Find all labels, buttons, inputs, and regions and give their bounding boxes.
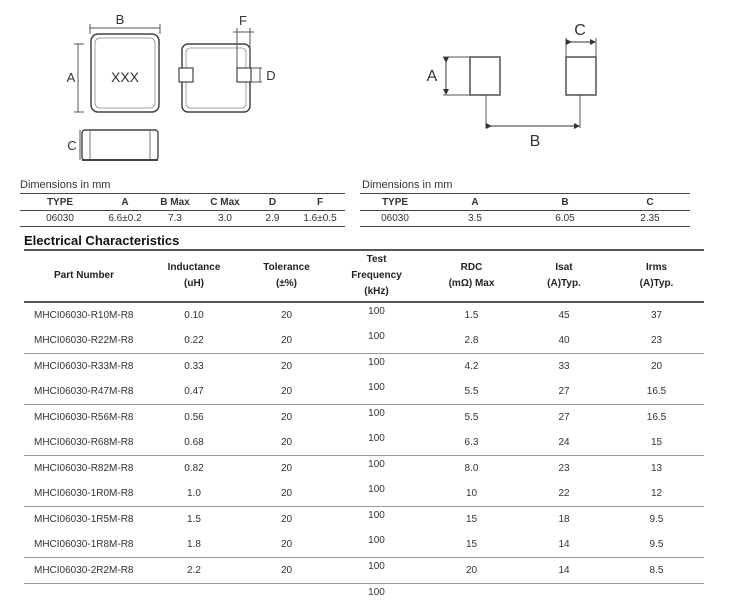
col-rdc [424,250,519,302]
table-row [24,481,704,507]
cell-part: MHCI06030-2R2M-R8 [24,558,144,584]
dim-left-cell: 1.6±0.5 [295,211,345,227]
dim-left-header: C Max [200,195,250,211]
dim-left-cell: 6.6±0.2 [100,211,150,227]
header-text: Frequency [351,270,402,281]
table-row [24,354,704,380]
col-irms [609,250,704,302]
right-drawing [443,38,596,128]
cell-empty [609,584,704,607]
cell-ind: 0.68 [144,430,244,456]
cell-irms: 8.5 [609,558,704,584]
cell-rdc: 20 [424,558,519,584]
cell-tol: 20 [244,379,329,405]
dimensions-caption-left: Dimensions in mm [20,179,110,191]
cell-ind: 0.22 [144,328,244,354]
dim-right-header: A [430,195,520,211]
cell-part: MHCI06030-R82M-R8 [24,456,144,482]
cell-rdc: 5.5 [424,405,519,431]
cell-part: MHCI06030-1R0M-R8 [24,481,144,507]
table-row [24,328,704,354]
cell-freq: 100 [329,584,424,607]
cell-tol: 20 [244,354,329,380]
cell-isat: 33 [519,354,609,380]
cell-ind: 0.33 [144,354,244,380]
table-row [24,405,704,431]
label-b: B [116,12,125,27]
cell-irms: 12 [609,481,704,507]
cell-empty [424,584,519,607]
cell-freq: 100 [329,430,424,456]
cell-irms: 13 [609,456,704,482]
cell-tol: 20 [244,456,329,482]
cell-ind: 1.8 [144,532,244,558]
cell-empty [244,584,329,607]
cell-irms: 15 [609,430,704,456]
cell-tol: 20 [244,558,329,584]
dim-right-cell: 3.5 [430,211,520,227]
cell-empty [519,584,609,607]
header-text: Isat [555,262,572,273]
cell-irms: 9.5 [609,532,704,558]
cell-rdc: 4.2 [424,354,519,380]
cell-freq: 100 [329,354,424,380]
cell-freq: 100 [329,532,424,558]
header-text: Test [367,254,387,265]
col-inductance [144,250,244,302]
header-text: (±%) [276,278,297,289]
cell-isat: 18 [519,507,609,533]
right-label-b: B [530,133,541,150]
cell-rdc: 1.5 [424,302,519,328]
side-view-drawing [80,130,158,160]
cell-ind: 2.2 [144,558,244,584]
header-text: (A)Typ. [547,278,581,289]
cell-ind: 1.0 [144,481,244,507]
right-label-c: C [574,22,586,39]
table-row [24,532,704,558]
col-part-number [24,250,144,302]
dim-right-top-rule [360,193,690,194]
cell-ind: 0.56 [144,405,244,431]
dim-right-cell: 6.05 [520,211,610,227]
cell-irms: 16.5 [609,405,704,431]
dim-left-cell: 06030 [20,211,100,227]
marking-xxx: XXX [111,69,140,85]
dim-left-header: A [100,195,150,211]
dim-right-header: TYPE [360,195,430,211]
cell-irms: 16.5 [609,379,704,405]
cell-ind: 0.82 [144,456,244,482]
table-row-partial [24,584,704,607]
dim-right-cell: 2.35 [610,211,690,227]
label-a: A [67,70,76,85]
cell-freq: 100 [329,481,424,507]
cell-rdc: 8.0 [424,456,519,482]
cell-ind: 0.10 [144,302,244,328]
header-text: Irms [646,262,667,273]
header-text: Inductance [168,262,221,273]
cell-tol: 20 [244,430,329,456]
electrical-characteristics-title: Electrical Characteristics [24,233,179,248]
cell-tol: 20 [244,328,329,354]
dim-right-header: B [520,195,610,211]
cell-part: MHCI06030-R56M-R8 [24,405,144,431]
cell-isat: 14 [519,532,609,558]
col-isat [519,250,609,302]
header-text: Part Number [54,270,114,281]
cell-rdc: 6.3 [424,430,519,456]
cell-ind: 1.5 [144,507,244,533]
header-text: (A)Typ. [640,278,674,289]
cell-freq: 100 [329,558,424,584]
col-tolerance [244,250,329,302]
cell-part: MHCI06030-R68M-R8 [24,430,144,456]
top-view-drawing [74,24,160,112]
cell-tol: 20 [244,405,329,431]
cell-irms: 37 [609,302,704,328]
cell-part: MHCI06030-R33M-R8 [24,354,144,380]
dim-left-header: TYPE [20,195,100,211]
cell-part: MHCI06030-R10M-R8 [24,302,144,328]
header-text: Tolerance [263,262,310,273]
table-row [24,302,704,328]
table-row [24,430,704,456]
table-row [24,558,704,584]
cell-tol: 20 [244,507,329,533]
cell-empty [144,584,244,607]
table-row [24,379,704,405]
header-text: (uH) [184,278,204,289]
electrical-table [24,249,704,607]
cell-rdc: 15 [424,507,519,533]
cell-freq: 100 [329,379,424,405]
cell-part: MHCI06030-R22M-R8 [24,328,144,354]
cell-freq: 100 [329,302,424,328]
cell-freq: 100 [329,507,424,533]
package-drawings [0,0,739,170]
cell-freq: 100 [329,328,424,354]
dim-right-header: C [610,195,690,211]
cell-irms: 23 [609,328,704,354]
dim-left-cell: 3.0 [200,211,250,227]
electrical-table-body [24,302,704,607]
dim-left-cell: 7.3 [150,211,200,227]
header-text: RDC [461,262,483,273]
cell-rdc: 10 [424,481,519,507]
cell-part: MHCI06030-1R5M-R8 [24,507,144,533]
cell-isat: 45 [519,302,609,328]
header-text: (mΩ) Max [449,278,495,289]
cell-tol: 20 [244,302,329,328]
right-label-a: A [427,68,438,85]
dimensions-caption-right: Dimensions in mm [362,179,452,191]
dim-left-cell: 2.9 [250,211,295,227]
cell-tol: 20 [244,481,329,507]
table-row [24,507,704,533]
cell-rdc: 2.8 [424,328,519,354]
cell-tol: 20 [244,532,329,558]
cell-irms: 9.5 [609,507,704,533]
terminal-view-drawing [179,28,262,112]
cell-rdc: 15 [424,532,519,558]
col-test-frequency [329,250,424,302]
cell-isat: 14 [519,558,609,584]
cell-isat: 22 [519,481,609,507]
label-f: F [239,13,247,28]
cell-isat: 24 [519,430,609,456]
dimensions-table-left [20,195,345,227]
cell-empty [24,584,144,607]
dim-left-header: B Max [150,195,200,211]
dim-left-header: F [295,195,345,211]
cell-isat: 23 [519,456,609,482]
dim-left-header: D [250,195,295,211]
table-row [24,456,704,482]
cell-part: MHCI06030-1R8M-R8 [24,532,144,558]
cell-isat: 40 [519,328,609,354]
header-text: (kHz) [364,286,388,297]
dimensions-table-right [360,195,690,227]
cell-irms: 20 [609,354,704,380]
cell-rdc: 5.5 [424,379,519,405]
dim-right-cell: 06030 [360,211,430,227]
label-c: C [67,138,76,153]
cell-freq: 100 [329,456,424,482]
cell-isat: 27 [519,379,609,405]
cell-part: MHCI06030-R47M-R8 [24,379,144,405]
dim-left-top-rule [20,193,345,194]
cell-freq: 100 [329,405,424,431]
cell-ind: 0.47 [144,379,244,405]
label-d: D [266,68,275,83]
cell-isat: 27 [519,405,609,431]
